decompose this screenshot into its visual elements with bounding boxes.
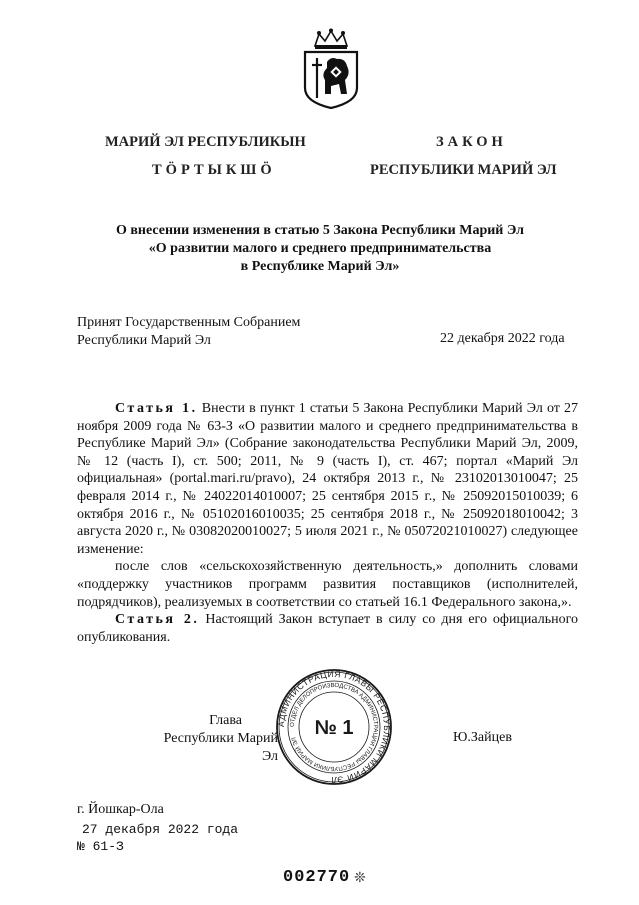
law-title [60,222,580,276]
signatory-title-line1: Глава [209,713,242,728]
adopted-by-line1: Принят Государственным Собранием [77,315,301,330]
law-number: № 61-З [77,839,124,854]
official-seal-stamp [275,668,393,786]
signing-date: 27 декабря 2022 года [82,822,239,837]
seal-outer-text: АДМИНИСТРАЦИЯ ГЛАВЫ РЕСПУБЛИКИ МАРИЙ ЭЛ [275,668,393,786]
adopted-by [77,314,300,350]
article-2-text: Настоящий Закон вступает в силу со дня его официального опубликования. [77,612,579,645]
header-left-line1: МАРИЙ ЭЛ РЕСПУБЛИКЫН [105,134,306,150]
article-1 [77,400,578,558]
header-right-line2: РЕСПУБЛИКИ МАРИЙ ЭЛ [370,162,557,178]
article-2 [77,611,578,646]
article-1-text: Внести в пункт 1 статьи 5 Закона Республики Марий Эл от 27 ноября 2009 года № 63-З «О развитии малого и среднего предпринимательства в Республике Марий Эл» (Собрание законодательства Республики Марий Эл, 2009, № 12 (часть I), ст. 500; 2011, № 9 (часть I), ст. 467; портал «Марий Эл официальная» (portal.mari.ru/pravo), 24 октября 2013 г., № 23102013010047; 25 февраля 2014 г., № 24022014010007; 25 сентября 2015 г., № 25092015010039; 6 октября 2016 г., № 05102016010035; 25 сентября 2018 г., № 25092018010042; 3 августа 2020 г., № 03082020010027; 5 июля 2021 г., № 05072021010027) следующее изменение: [77,401,579,557]
signatory-title [150,712,278,766]
city: г. Йошкар-Ола [77,802,164,817]
seal-number: № 1 [314,717,354,739]
seal-inner-text: ОТДЕЛ ДЕЛОПРОИЗВОДСТВА АДМИНИСТРАЦИИ ГЛАВЫ РЕСПУБЛИКИ МАРИЙ ЭЛ [289,682,379,772]
signatory-title-line2: Республики Марий Эл [163,731,278,764]
signatory-name: Ю.Зайцев [453,730,512,745]
law-title-line1: О внесении изменения в статью 5 Закона Республики Марий Эл [115,223,525,238]
adopted-date: 22 декабря 2022 года [440,331,565,346]
article-1-label: Статья 1. [115,401,198,416]
adopted-by-line2: Республики Марий Эл [77,333,211,348]
header-right-line1: ЗАКОН [436,134,507,150]
header-left-line2: ТӦРТЫКШӦ [152,162,276,178]
serial-number: 002770 [283,868,351,887]
article-2-label: Статья 2. [115,612,200,628]
coat-of-arms-emblem [301,28,361,110]
law-body [77,400,578,646]
law-title-line3: в Республике Марий Эл» [240,259,400,274]
article-1-change: после слов «сельскохозяйственную деятельность,» дополнить словами «поддержку участников программ развития поставщиков (исполнителей, подрядчиков), реализуемых в соответствии со статьей 16.1 Федерального закона,». [77,559,578,610]
serial-mark-icon: ❊ [354,871,366,886]
law-title-line2: «О развитии малого и среднего предпринимательства [148,241,492,256]
